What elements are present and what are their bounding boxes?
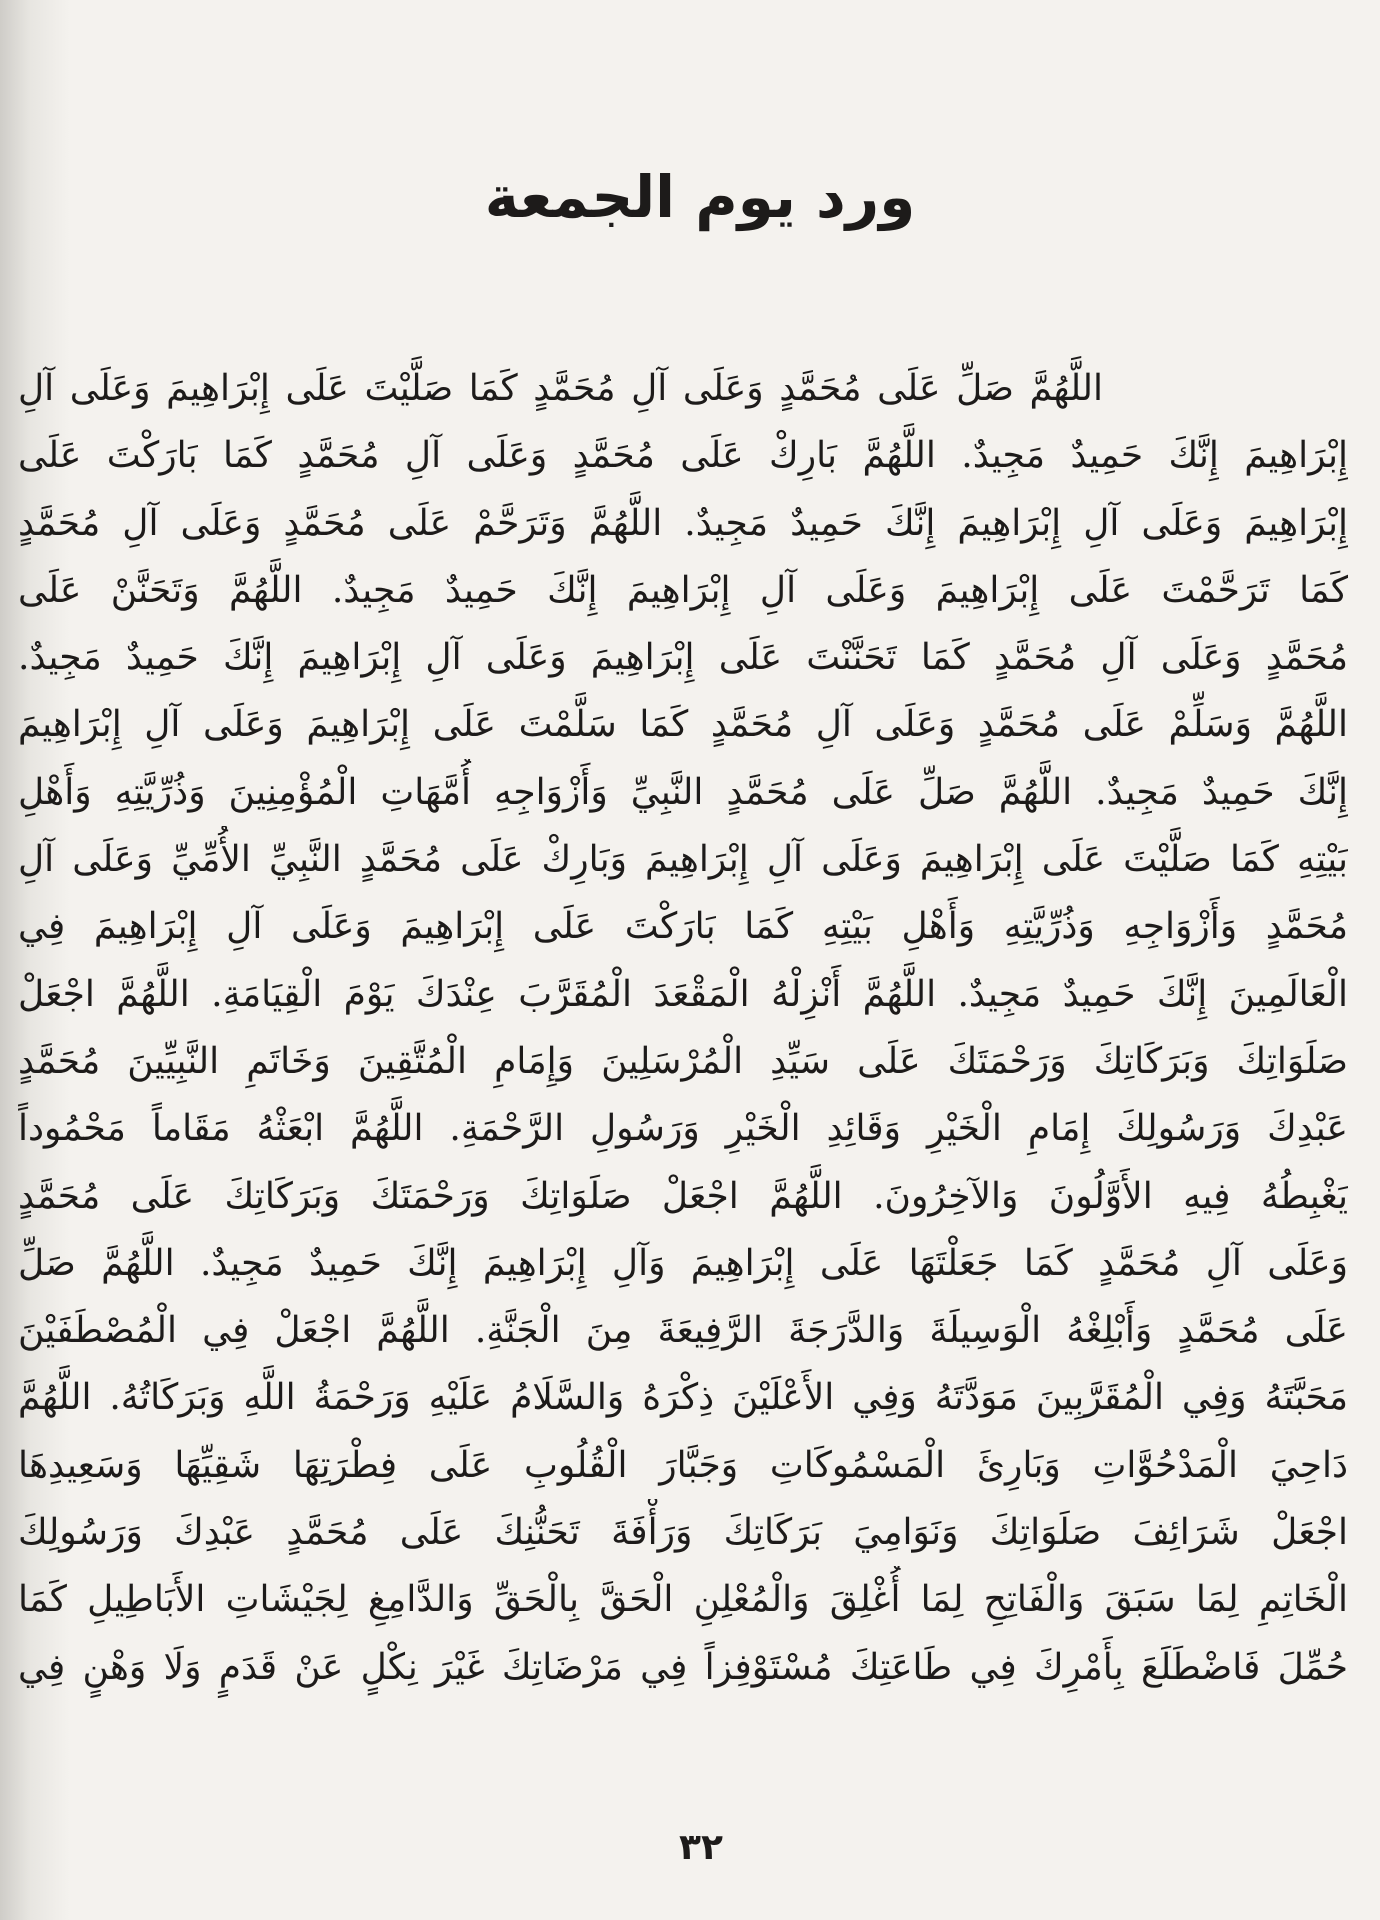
text-line: إِبْرَاهِيمَ وَعَلَى آلِ إِبْرَاهِيمَ إِنَّكَ حَمِيدٌ مَجِيدٌ. اللَّهُمَّ وَتَرَحَّمْ عَلَى مُحَمَّدٍ وَعَلَى آلِ مُحَمَّدٍ <box>18 502 1348 544</box>
text-line: بَيْتِهِ كَمَا صَلَّيْتَ عَلَى إِبْرَاهِيمَ وَعَلَى آلِ إِبْرَاهِيمَ وَبَارِكْ عَلَى مُحَمَّدٍ النَّبِيِّ الأُمِّيِّ وَعَلَى آلِ <box>18 839 1348 881</box>
text-line: يَغْبِطُهُ فِيهِ الأَوَّلُونَ وَالآخِرُونَ. اللَّهُمَّ اجْعَلْ صَلَوَاتِكَ وَرَحْمَتَكَ وَبَرَكَاتِكَ عَلَى مُحَمَّدٍ <box>18 1175 1348 1217</box>
text-line: مُحَمَّدٍ وَأَزْوَاجِهِ وَذُرِّيَّتِهِ وَأَهْلِ بَيْتِهِ كَمَا بَارَكْتَ عَلَى إِبْرَاهِيمَ وَعَلَى آلِ إِبْرَاهِيمَ فِي <box>18 906 1348 948</box>
text-line: عَلَى مُحَمَّدٍ وَأَبْلِغْهُ الْوَسِيلَةَ وَالدَّرَجَةَ الرَّفِيعَةَ مِنَ الْجَنَّةِ. اللَّهُمَّ اجْعَلْ فِي الْمُصْطَفَيْنَ <box>18 1310 1348 1352</box>
text-line: اللَّهُمَّ صَلِّ عَلَى مُحَمَّدٍ وَعَلَى آلِ مُحَمَّدٍ كَمَا صَلَّيْتَ عَلَى إِبْرَاهِيمَ وَعَلَى آلِ <box>18 368 1103 409</box>
text-line: دَاحِيَ الْمَدْحُوَّاتِ وَبَارِئَ الْمَسْمُوكَاتِ وَجَبَّارَ الْقُلُوبِ عَلَى فِطْرَتِهَا شَقِيِّهَا وَسَعِيدِهَا <box>18 1444 1348 1486</box>
text-line: إِبْرَاهِيمَ إِنَّكَ حَمِيدٌ مَجِيدٌ. اللَّهُمَّ بَارِكْ عَلَى مُحَمَّدٍ وَعَلَى آلِ مُحَمَّدٍ كَمَا بَارَكْتَ عَلَى <box>18 435 1348 477</box>
text-line: إِنَّكَ حَمِيدٌ مَجِيدٌ. اللَّهُمَّ صَلِّ عَلَى مُحَمَّدٍ النَّبِيِّ وَأَزْوَاجِهِ أُمَّهَاتِ الْمُؤْمِنِينَ وَذُرِّيَّتِهِ وَأَهْلِ <box>18 771 1348 813</box>
prayer-text <box>18 355 1348 1775</box>
text-line: الْعَالَمِينَ إِنَّكَ حَمِيدٌ مَجِيدٌ. اللَّهُمَّ أَنْزِلْهُ الْمَقْعَدَ الْمُقَرَّبَ عِنْدَكَ يَوْمَ الْقِيَامَةِ. اللَّهُمَّ اجْعَلْ <box>18 973 1348 1015</box>
text-line: اللَّهُمَّ وَسَلِّمْ عَلَى مُحَمَّدٍ وَعَلَى آلِ مُحَمَّدٍ كَمَا سَلَّمْتَ عَلَى إِبْرَاهِيمَ وَعَلَى آلِ إِبْرَاهِيمَ <box>18 704 1348 746</box>
text-line: اجْعَلْ شَرَائِفَ صَلَوَاتِكَ وَنَوَامِيَ بَرَكَاتِكَ وَرَأْفَةَ تَحَنُّنِكَ عَلَى مُحَمَّدٍ عَبْدِكَ وَرَسُولِكَ <box>18 1512 1348 1554</box>
text-line: حُمِّلَ فَاضْطَلَعَ بِأَمْرِكَ فِي طَاعَتِكَ مُسْتَوْفِزاً فِي مَرْضَاتِكَ غَيْرَ نِكْلٍ عَنْ قَدَمٍ وَلَا وَهْنٍ فِي <box>18 1646 1348 1688</box>
text-line: عَبْدِكَ وَرَسُولِكَ إِمَامِ الْخَيْرِ وَقَائِدِ الْخَيْرِ وَرَسُولِ الرَّحْمَةِ. اللَّهُمَّ ابْعَثْهُ مَقَاماً مَحْمُوداً <box>18 1108 1348 1150</box>
text-line: مَحَبَّتَهُ وَفِي الْمُقَرَّبِينَ مَوَدَّتَهُ وَفِي الأَعْلَيْنَ ذِكْرَهُ وَالسَّلَامُ عَلَيْهِ وَرَحْمَةُ اللَّهِ وَبَرَكَاتُهُ. اللَّهُمَّ <box>18 1377 1348 1419</box>
text-line: صَلَوَاتِكَ وَبَرَكَاتِكَ وَرَحْمَتَكَ عَلَى سَيِّدِ الْمُرْسَلِينَ وَإِمَامِ الْمُتَّقِينَ وَخَاتَمِ النَّبِيِّينَ مُحَمَّدٍ <box>18 1040 1348 1082</box>
page-title: ورد يوم الجمعة <box>484 163 916 231</box>
text-line: الْخَاتِمِ لِمَا سَبَقَ وَالْفَاتِحِ لِمَا أُغْلِقَ وَالْمُعْلِنِ الْحَقَّ بِالْحَقِّ وَالدَّامِغِ لِجَيْشَاتِ الأَبَاطِيلِ كَمَا <box>18 1579 1348 1621</box>
page-number: ٣٢ <box>679 1827 723 1868</box>
text-line: مُحَمَّدٍ وَعَلَى آلِ مُحَمَّدٍ كَمَا تَحَنَّنْتَ عَلَى إِبْرَاهِيمَ وَعَلَى آلِ إِبْرَاهِيمَ إِنَّكَ حَمِيدٌ مَجِيدٌ. <box>18 637 1348 679</box>
text-line: كَمَا تَرَحَّمْتَ عَلَى إِبْرَاهِيمَ وَعَلَى آلِ إِبْرَاهِيمَ إِنَّكَ حَمِيدٌ مَجِيدٌ. اللَّهُمَّ وَتَحَنَّنْ عَلَى <box>18 569 1348 611</box>
text-line: وَعَلَى آلِ مُحَمَّدٍ كَمَا جَعَلْتَهَا عَلَى إِبْرَاهِيمَ وَآلِ إِبْرَاهِيمَ إِنَّكَ حَمِيدٌ مَجِيدٌ. اللَّهُمَّ صَلِّ <box>18 1242 1348 1284</box>
